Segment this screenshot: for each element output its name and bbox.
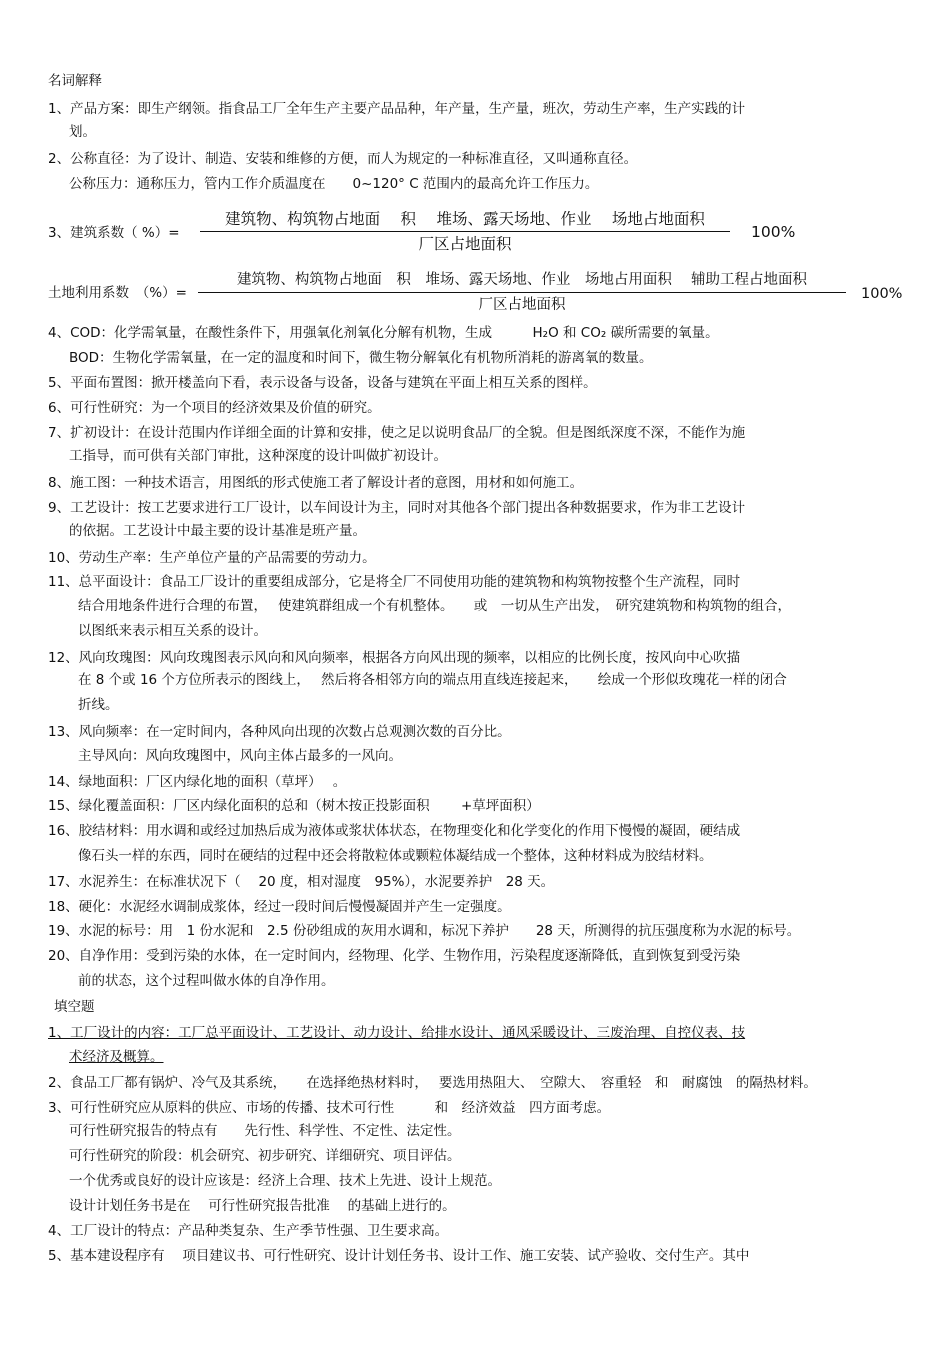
land-use-coefficient-label: 土地利用系数 （%）= [48,285,187,301]
definition-12-line-3: 折线。 [78,697,119,713]
fill-4: 4、工厂设计的特点：产品种类复杂、生产季节性强、卫生要求高。 [48,1223,449,1239]
fill-1-line-1: 1、工厂设计的内容：工厂总平面设计、工艺设计、动力设计、给排水设计、通风采暖设计、三废治理、自控仪表、技 [48,1025,746,1041]
definition-7-line-1: 7、扩初设计：在设计范围内作详细全面的计算和安排，使之足以说明食品厂的全貌。但是图纸深度不深，不能作为施 [48,425,746,441]
fill-1-line-2: 术经济及概算。 [69,1049,164,1065]
land-use-coefficient-percent: 100% [861,286,903,302]
definition-20-line-2: 前的状态，这个过程叫做水体的自净作用。 [78,973,335,989]
land-use-coefficient-fraction [198,270,846,315]
building-coefficient-label: 3、建筑系数（ %）= [48,225,180,241]
definition-1-line-1: 1、产品方案：即生产纲领。指食品工厂全年生产主要产品品种，年产量，生产量，班次，劳动生产率，生产实践的计 [48,101,746,117]
section-heading-terms: 名词解释 [48,73,102,89]
fill-2: 2、食品工厂都有锅炉、冷气及其系统， 在选择绝热材料时， 要选用热阻大、 空隙大、 容重轻 和 耐腐蚀 的隔热材料。 [48,1075,817,1091]
definition-16-line-1: 16、胶结材料：用水调和或经过加热后成为液体或浆状体状态，在物理变化和化学变化的作用下慢慢的凝固，硬结成 [48,823,741,839]
section-heading-fill-in: 填空题 [54,999,95,1015]
fraction-bar [198,292,846,293]
land-use-coefficient-denominator: 厂区占地面积 [478,297,566,313]
definition-6: 6、可行性研究：为一个项目的经济效果及价值的研究。 [48,400,381,416]
definition-5: 5、平面布置图：掀开楼盖向下看，表示设备与设备，设备与建筑在平面上相互关系的图样。 [48,375,597,391]
definition-14: 14、绿地面积：厂区内绿化地的面积（草坪） 。 [48,774,347,790]
definition-9-line-1: 9、工艺设计：按工艺要求进行工厂设计，以车间设计为主，同时对其他各个部门提出各种数据要求，作为非工艺设计 [48,500,746,516]
definition-7-line-2: 工指导，而可供有关部门审批，这种深度的设计叫做扩初设计。 [69,448,447,464]
definition-11-line-3: 以图纸来表示相互关系的设计。 [78,623,267,639]
definition-18: 18、硬化：水泥经水调制成浆体，经过一段时间后慢慢凝固并产生一定强度。 [48,899,511,915]
definition-11-line-2: 结合用地条件进行合理的布置， 使建筑群组成一个有机整体。 或 一切从生产出发， 研究建筑物和构筑物的组合， [78,598,792,614]
definition-8: 8、施工图：一种技术语言，用图纸的形式使施工者了解设计者的意图，用材和如何施工。 [48,475,584,491]
definition-15: 15、绿化覆盖面积：厂区内绿化面积的总和（树木按正投影面积 +草坪面积） [48,798,540,814]
fraction-bar [200,231,730,232]
definition-20-line-1: 20、自净作用：受到污染的水体，在一定时间内，经物理、化学、生物作用，污染程度逐渐降低，直到恢复到受污染 [48,948,741,964]
fill-3-line-1: 3、可行性研究应从原料的供应、市场的传播、技术可行性 和 经济效益 四方面考虑。 [48,1100,611,1116]
definition-12-line-1: 12、风向玫瑰图：风向玫瑰图表示风向和风向频率，根据各方向风出现的频率，以相应的比例长度，按风向中心吹描 [48,650,741,666]
definition-19: 19、水泥的标号：用 1 份水泥和 2.5 份砂组成的灰用水调和，标况下养护 28 天，所测得的抗压强度称为水泥的标号。 [48,923,801,939]
definition-1-line-2: 划。 [69,124,96,140]
definition-2-line-1: 2、公称直径：为了设计、制造、安装和维修的方便，而人为规定的一种标准直径，又叫通称直径。 [48,151,638,167]
definition-4-line-1: 4、COD：化学需氧量，在酸性条件下，用强氧化剂氧化分解有机物，生成 H₂O 和 CO₂ 碳所需要的氧量。 [48,325,719,341]
building-coefficient-percent: 100% [751,223,796,241]
fill-3-line-5: 设计计划任务书是在 可行性研究报告批准 的基础上进行的。 [69,1198,456,1214]
building-coefficient-fraction [200,209,730,254]
building-coefficient-denominator: 厂区占地面积 [418,235,512,253]
building-coefficient-numerator: 建筑物、构筑物占地面 积 堆场、露天场地、作业 场地占地面积 [225,210,705,228]
definition-11-line-1: 11、总平面设计：食品工厂设计的重要组成部分，它是将全厂不同使用功能的建筑物和构筑物按整个生产流程，同时 [48,574,741,590]
definition-17: 17、水泥养生：在标准状况下（ 20 度，相对湿度 95%），水泥要养护 28 天。 [48,874,555,890]
fill-3-line-4: 一个优秀或良好的设计应该是：经济上合理、技术上先进、设计上规范。 [69,1173,501,1189]
fill-3-line-3: 可行性研究的阶段：机会研究、初步研究、详细研究、项目评估。 [69,1148,461,1164]
land-use-coefficient-numerator: 建筑物、构筑物占地面 积 堆场、露天场地、作业 场地占用面积 辅助工程占地面积 [236,272,808,288]
fill-3-line-2: 可行性研究报告的特点有 先行性、科学性、不定性、法定性。 [69,1123,461,1139]
definition-12-line-2: 在 8 个或 16 个方位所表示的图线上， 然后将各相邻方向的端点用直线连接起来， 绘成一个形似玫瑰花一样的闭合 [78,672,787,688]
definition-10: 10、劳动生产率：生产单位产量的产品需要的劳动力。 [48,550,376,566]
fill-5: 5、基本建设程序有 项目建议书、可行性研究、设计计划任务书、设计工作、施工安装、试产验收、交付生产。其中 [48,1248,750,1264]
definition-13-line-2: 主导风向：风向玫瑰图中，风向主体占最多的一风向。 [78,748,402,764]
definition-9-line-2: 的依据。工艺设计中最主要的设计基准是班产量。 [69,523,366,539]
definition-4-line-2: BOD：生物化学需氧量，在一定的温度和时间下，微生物分解氧化有机物所消耗的游离氧的数量。 [69,350,653,366]
definition-13-line-1: 13、风向频率：在一定时间内，各种风向出现的次数占总观测次数的百分比。 [48,724,511,740]
definition-16-line-2: 像石头一样的东西，同时在硬结的过程中还会将散粒体或颗粒体凝结成一个整体，这种材料成为胶结材料。 [78,848,713,864]
definition-2-line-2: 公称压力：通称压力，管内工作介质温度在 0~120° C 范围内的最高允许工作压力。 [69,176,599,192]
